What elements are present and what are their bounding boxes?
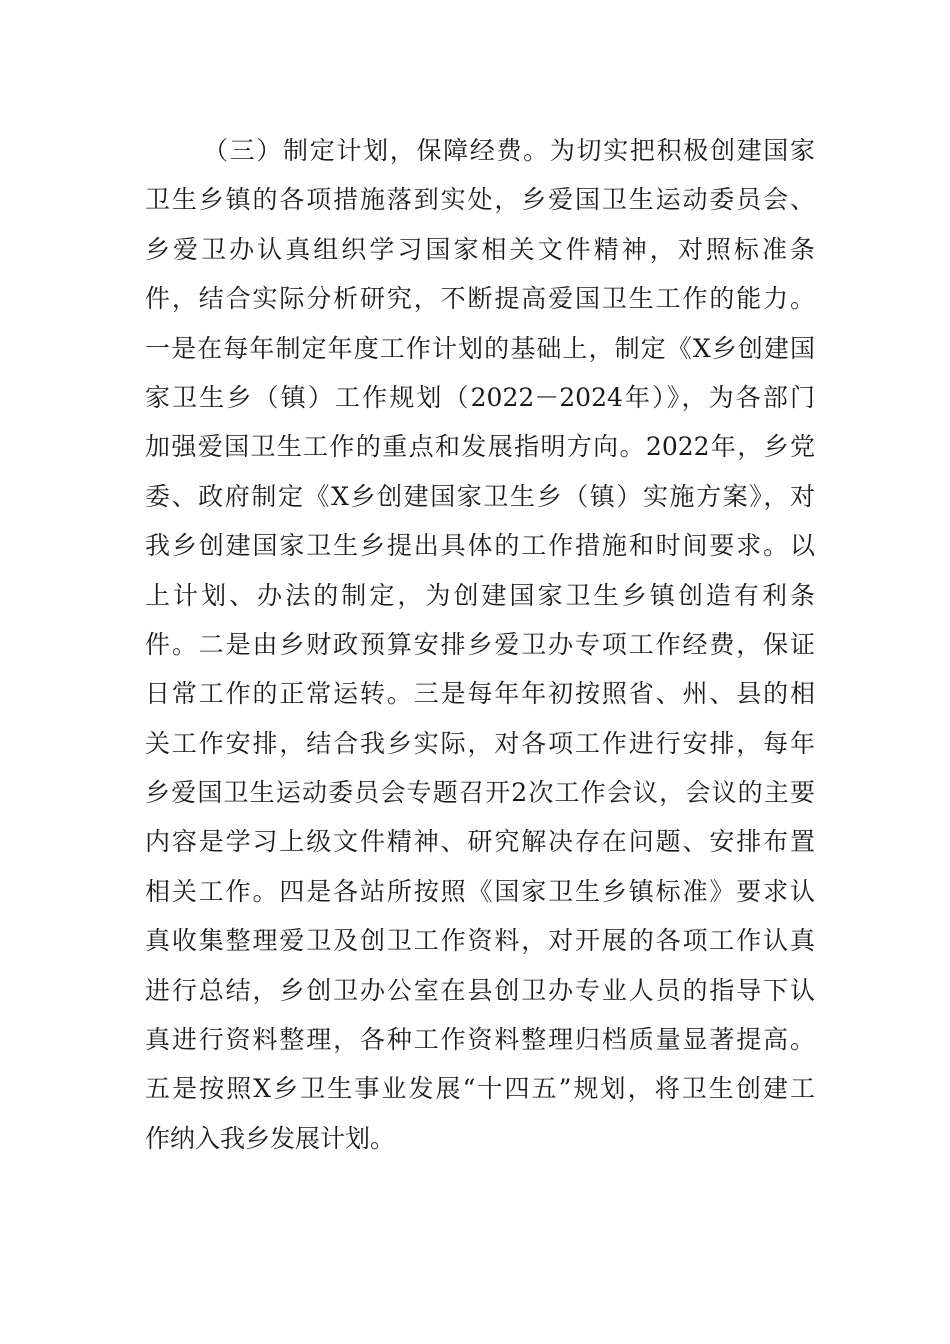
paragraph-line: 家卫生乡（镇）工作规划（2022－2024年）》，为各部门 <box>145 382 815 412</box>
body-paragraph <box>145 126 815 1163</box>
paragraph-line: 日常工作的正常运转。三是每年年初按照省、州、县的相 <box>145 679 815 709</box>
paragraph-line: （三）制定计划，保障经费。为切实把积极创建国家 <box>203 136 815 165</box>
paragraph-line: 我乡创建国家卫生乡提出具体的工作措施和时间要求。以 <box>145 531 815 561</box>
paragraph-line: 相关工作。四是各站所按照《国家卫生乡镇标准》要求认 <box>145 876 815 906</box>
paragraph-line: 加强爱国卫生工作的重点和发展指明方向。2022年，乡党 <box>145 432 815 462</box>
paragraph-line: 真收集整理爱卫及创卫工作资料，对开展的各项工作认真 <box>145 926 815 956</box>
paragraph-line: 一是在每年制定年度工作计划的基础上，制定《X乡创建国 <box>145 333 815 363</box>
paragraph-line: 作纳入我乡发展计划。 <box>145 1123 396 1153</box>
paragraph-line: 内容是学习上级文件精神、研究解决存在问题、安排布置 <box>145 827 815 857</box>
paragraph-line: 乡爱卫办认真组织学习国家相关文件精神，对照标准条 <box>145 234 815 264</box>
paragraph-line: 真进行资料整理，各种工作资料整理归档质量显著提高。 <box>145 1025 815 1055</box>
paragraph-line: 乡爱国卫生运动委员会专题召开2次工作会议，会议的主要 <box>145 778 815 808</box>
paragraph-line: 进行总结，乡创卫办公室在县创卫办专业人员的指导下认 <box>145 975 815 1005</box>
paragraph-line: 上计划、办法的制定，为创建国家卫生乡镇创造有利条 <box>145 580 815 610</box>
paragraph-line: 委、政府制定《X乡创建国家卫生乡（镇）实施方案》，对 <box>145 481 815 511</box>
paragraph-line: 五是按照X乡卫生事业发展“十四五”规划，将卫生创建工 <box>145 1074 815 1104</box>
paragraph-line: 件。二是由乡财政预算安排乡爱卫办专项工作经费，保证 <box>145 629 815 659</box>
paragraph-line: 件，结合实际分析研究，不断提高爱国卫生工作的能力。 <box>145 284 815 314</box>
paragraph-line: 关工作安排，结合我乡实际，对各项工作进行安排，每年 <box>145 728 815 758</box>
paragraph-line: 卫生乡镇的各项措施落到实处，乡爱国卫生运动委员会、 <box>145 185 815 215</box>
